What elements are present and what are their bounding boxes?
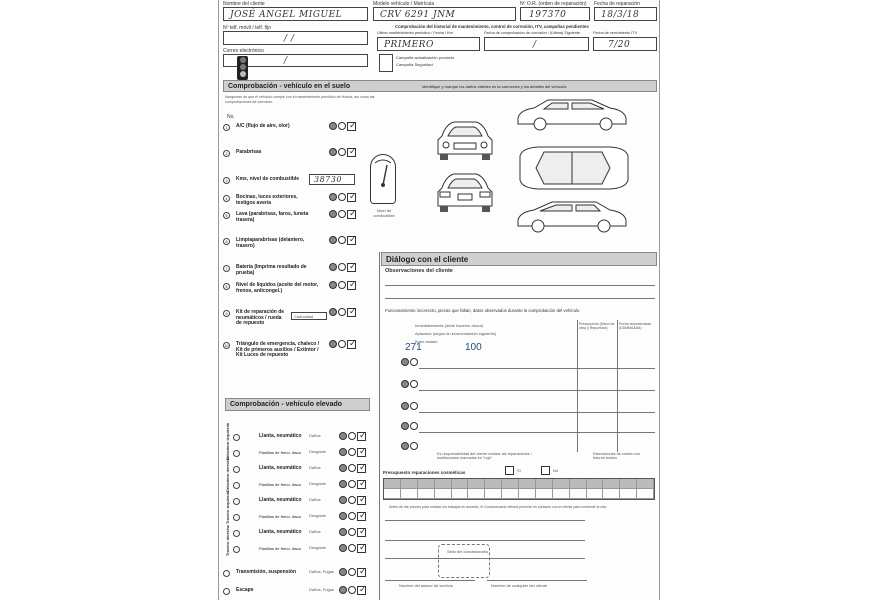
raised-title: Comprobación - vehículo elevado bbox=[230, 401, 343, 408]
row-number bbox=[233, 434, 240, 441]
suspension-label: Transmisión, suspensión bbox=[236, 569, 297, 575]
row-number: 6 bbox=[223, 238, 230, 245]
row-number: 3 bbox=[223, 177, 230, 184]
date-label: Fecha de reparación bbox=[594, 1, 640, 7]
itv-label: Fecha de vencimiento ITV bbox=[593, 31, 638, 35]
car-front-icon bbox=[434, 118, 496, 163]
row-number: 2 bbox=[223, 150, 230, 157]
email-value: / bbox=[284, 56, 288, 66]
itv-value: 7/20 bbox=[608, 40, 631, 50]
status-selector[interactable]: ✓ bbox=[329, 210, 356, 219]
client-field[interactable] bbox=[223, 7, 368, 21]
brake-label: Pastillas de freno, disco bbox=[259, 450, 302, 455]
observation-line[interactable] bbox=[385, 285, 655, 286]
finding-line[interactable] bbox=[419, 368, 655, 369]
leaks-label: Daños, Fugas bbox=[309, 587, 334, 592]
car-rear-icon bbox=[434, 170, 496, 215]
damage-label: Daños bbox=[309, 433, 321, 438]
maint-title: Comprobación del historial de mantenimiento, control de corrosión, ITV, campañas pendientes bbox=[395, 24, 589, 29]
row-number bbox=[223, 588, 230, 595]
status-selector[interactable] bbox=[401, 402, 418, 410]
campaign-icon bbox=[379, 54, 393, 72]
no-checkbox[interactable] bbox=[541, 466, 550, 475]
signature-line[interactable] bbox=[385, 540, 585, 541]
traffic-light-icon bbox=[237, 56, 248, 80]
model-value: CRV 6291 JNM bbox=[380, 10, 456, 20]
km-field[interactable] bbox=[309, 174, 355, 185]
corrosion-field[interactable] bbox=[484, 37, 589, 51]
model-field[interactable] bbox=[373, 7, 516, 21]
row-label: Lava (parabrisas, faros, luneta trasera) bbox=[236, 211, 309, 223]
ground-row-5 bbox=[223, 210, 373, 224]
finding-row bbox=[401, 422, 418, 430]
car-left-side-icon bbox=[514, 96, 630, 132]
exhaust-label: Escape bbox=[236, 587, 254, 593]
maint-next-field[interactable] bbox=[377, 37, 480, 51]
stamp-label: Sello del concesionario bbox=[447, 549, 489, 554]
row-number bbox=[233, 466, 240, 473]
cosmetic-label: Presupuesto reparaciones cosméticas bbox=[383, 470, 466, 475]
client-label: Nombre del cliente bbox=[223, 1, 265, 7]
raised-row bbox=[233, 432, 383, 446]
legend-3: Buen estado bbox=[415, 339, 438, 344]
finding-row bbox=[401, 358, 418, 366]
group-rear-right: Trasero derecho bbox=[225, 524, 230, 556]
ground-row-6 bbox=[223, 236, 373, 250]
finding-row bbox=[401, 380, 418, 388]
row-number bbox=[233, 514, 240, 521]
group-rear-left: Trasero izquierdo bbox=[225, 490, 230, 524]
row-number: 5 bbox=[223, 212, 230, 219]
fuel-gauge-needle bbox=[371, 155, 395, 201]
ground-section-header bbox=[223, 80, 657, 92]
observations-label: Observaciones del cliente bbox=[385, 268, 453, 274]
email-label: Correo electrónico bbox=[223, 48, 264, 54]
row-number bbox=[233, 482, 240, 489]
row-label: Parabrisas bbox=[236, 149, 262, 155]
raised-row-exhaust bbox=[223, 586, 373, 600]
col-budget: Presupuesto (Mano de obra y Repuestos) bbox=[579, 322, 615, 330]
responsibility-text: Es responsabilidad del cliente realizar las reparaciones / sustituciones marcadas en "rojo" bbox=[437, 452, 532, 460]
advisor-sign-line[interactable] bbox=[385, 580, 475, 581]
row-label: Kit de reparación de neumáticos / rueda de repuesto bbox=[236, 309, 285, 326]
observation-line[interactable] bbox=[385, 298, 655, 299]
col-date: Fecha recomendada (DDMMAAAA) bbox=[619, 322, 652, 330]
client-sign-line[interactable] bbox=[487, 580, 587, 581]
row-number bbox=[223, 570, 230, 577]
brake-label: Pastillas de freno, disco bbox=[259, 546, 302, 551]
status-selector[interactable]: ✓ bbox=[329, 308, 356, 317]
caducidad-field-1[interactable] bbox=[291, 312, 327, 320]
status-selector[interactable]: ✓ bbox=[339, 528, 366, 537]
wear-label: Desgaste bbox=[309, 449, 326, 454]
phone-label: Nº telf. móvil / telf. fijo bbox=[223, 25, 271, 31]
damage-label: Daños bbox=[309, 529, 321, 534]
car-right-side-icon bbox=[514, 198, 630, 234]
ground-row-2 bbox=[223, 148, 373, 162]
order-field[interactable] bbox=[520, 7, 590, 21]
ground-intro: Asegúrese de que el vehículo cumple con el mantenimiento periódico de Honda, así como las comprobaciones de corrosión. bbox=[225, 95, 375, 104]
legend-1: Inmediatamente (debe hacerse ahora) bbox=[415, 323, 484, 328]
status-selector[interactable] bbox=[401, 358, 418, 366]
status-selector[interactable]: ✓ bbox=[339, 568, 366, 577]
ground-row-4 bbox=[223, 193, 373, 207]
wear-label: Desgaste bbox=[309, 545, 326, 550]
damage-note: Identifique y marque los daños visibles en la carrocería y los detalles del vehículo. bbox=[422, 84, 568, 89]
campaign-2: Campaña Seguridad bbox=[396, 62, 433, 67]
column-divider bbox=[379, 252, 380, 600]
caducidad-label: Caducidad bbox=[294, 314, 314, 319]
annotation-2: 100 bbox=[465, 342, 482, 353]
raised-row bbox=[233, 448, 383, 462]
row-number: 4 bbox=[223, 195, 230, 202]
phone-field[interactable] bbox=[223, 31, 368, 45]
yes-label: Sí bbox=[517, 468, 521, 473]
row-number bbox=[233, 530, 240, 537]
row-label: A/C (flujo de aire, olor) bbox=[236, 123, 290, 129]
yes-checkbox[interactable] bbox=[505, 466, 514, 475]
leaks-label: Daños, Fugas bbox=[309, 569, 334, 574]
brake-label: Pastillas de freno, disco bbox=[259, 514, 302, 519]
legend-2: Aplazado (según la recomendación siguiente) bbox=[415, 331, 497, 336]
no-label: No. bbox=[227, 114, 235, 120]
fuel-level-label: Nivel de combustible bbox=[373, 208, 395, 218]
model-label: Modelo vehículo / Matrícula bbox=[373, 1, 435, 7]
consent-text: Antes de dar precios para realizar los trabajos en amarillo, el Concesionario deberá ponerse en contacto con el cliente para consentir la cita. bbox=[389, 505, 607, 509]
status-selector[interactable]: ✓ bbox=[339, 544, 366, 553]
order-value: 197370 bbox=[529, 10, 567, 20]
row-label: Batería (Imprima resultado de prueba) bbox=[236, 264, 307, 276]
km-value: 38730 bbox=[314, 175, 342, 184]
signature-line[interactable] bbox=[385, 520, 585, 521]
campaign-1: Campaña actualización producto bbox=[396, 55, 455, 60]
status-selector[interactable]: ✓ bbox=[339, 586, 366, 595]
date-value: 18/3/18 bbox=[601, 10, 640, 20]
advisor-label: Nombre del asesor de servicio bbox=[399, 583, 454, 588]
row-number: 10 bbox=[224, 344, 229, 348]
ground-row-3 bbox=[223, 175, 373, 189]
status-selector[interactable]: ✓ bbox=[329, 340, 356, 349]
no-label: No bbox=[553, 468, 559, 473]
status-selector[interactable]: ✓ bbox=[329, 148, 356, 157]
ground-row-9 bbox=[223, 308, 373, 338]
raised-row bbox=[233, 544, 383, 558]
row-label: Nivel de líquidos (aceite del motor, frenos, anticongel.) bbox=[236, 282, 319, 294]
estimate-label: Estimaciones de costes con futuros fondos bbox=[593, 452, 641, 460]
maint-next-value: PRIMERO bbox=[384, 40, 434, 50]
raised-section-header bbox=[225, 398, 370, 411]
tire-label: Llanta, neumático bbox=[259, 529, 302, 535]
malfunction-label: Funcionamiento incorrecto, piezas que faltan, datos observados durante la comprobación del vehículo bbox=[385, 308, 580, 313]
ground-row-8 bbox=[223, 281, 373, 295]
tire-label: Llanta, neumático bbox=[259, 465, 302, 471]
dialog-section-header bbox=[381, 252, 657, 266]
raised-row bbox=[233, 512, 383, 526]
finding-line[interactable] bbox=[419, 390, 655, 391]
damage-label: Daños bbox=[309, 497, 321, 502]
corrosion-label: Fecha de comprobación de corrosión / (Última) Siguiente bbox=[484, 31, 581, 35]
brake-label: Pastillas de freno, disco bbox=[259, 482, 302, 487]
ground-title: Comprobación - vehículo en el suelo bbox=[228, 83, 351, 90]
row-number: 7 bbox=[223, 265, 230, 272]
damage-label: Daños bbox=[309, 465, 321, 470]
status-selector[interactable] bbox=[401, 442, 418, 450]
row-label: Bocinas, luces exteriores, testigos avería bbox=[236, 194, 298, 206]
row-label: Triángulo de emergencia, chaleco / Kit de primeros auxilios / Extintor / Kit Luces de repuesto bbox=[236, 341, 320, 358]
ground-row-10 bbox=[223, 340, 373, 380]
raised-row bbox=[233, 480, 383, 494]
raised-row bbox=[233, 464, 383, 478]
status-selector[interactable]: ✓ bbox=[339, 480, 366, 489]
client-value: JOSÉ ANGEL MIGUEL bbox=[230, 10, 343, 20]
date-field[interactable] bbox=[594, 7, 657, 21]
raised-row bbox=[233, 528, 383, 542]
finding-row bbox=[401, 442, 418, 450]
tire-label: Llanta, neumático bbox=[259, 433, 302, 439]
status-selector[interactable]: ✓ bbox=[339, 432, 366, 441]
finding-line[interactable] bbox=[419, 412, 655, 413]
ground-row-1 bbox=[223, 122, 373, 136]
corrosion-value: / bbox=[533, 40, 537, 50]
status-selector[interactable]: ✓ bbox=[339, 512, 366, 521]
row-number bbox=[233, 450, 240, 457]
fuel-gauge-icon bbox=[370, 154, 396, 204]
raised-row bbox=[233, 496, 383, 510]
row-number: 8 bbox=[223, 283, 230, 290]
status-selector[interactable]: ✓ bbox=[329, 281, 356, 290]
annotation-1: 271 bbox=[405, 342, 422, 353]
row-number bbox=[233, 498, 240, 505]
row-label: Kms, nivel de combustible bbox=[236, 176, 300, 182]
order-label: Nº O.R. (orden de reparación) bbox=[520, 1, 587, 7]
status-selector[interactable]: ✓ bbox=[329, 122, 356, 131]
row-label: Limpiaparabrisas (delantero, trasero) bbox=[236, 237, 305, 249]
status-selector[interactable]: ✓ bbox=[339, 496, 366, 505]
client-sign-label: Nombre de cualquier del cliente bbox=[491, 583, 548, 588]
status-selector[interactable]: ✓ bbox=[339, 464, 366, 473]
ground-row-7 bbox=[223, 263, 373, 277]
group-front-right: Delantero derecho bbox=[225, 456, 230, 492]
row-number: 1 bbox=[223, 124, 230, 131]
status-selector[interactable]: ✓ bbox=[339, 448, 366, 457]
status-selector[interactable] bbox=[401, 380, 418, 388]
status-selector[interactable]: ✓ bbox=[329, 193, 356, 202]
status-selector[interactable]: ✓ bbox=[329, 236, 356, 245]
row-number: 9 bbox=[223, 310, 230, 317]
row-number bbox=[233, 546, 240, 553]
status-selector[interactable]: ✓ bbox=[329, 263, 356, 272]
dialog-title: Diálogo con el cliente bbox=[386, 255, 469, 264]
status-selector[interactable] bbox=[401, 422, 418, 430]
car-top-icon bbox=[514, 142, 634, 194]
tire-label: Llanta, neumático bbox=[259, 497, 302, 503]
finding-line[interactable] bbox=[419, 432, 655, 433]
wear-label: Desgaste bbox=[309, 481, 326, 486]
dealer-stamp-box[interactable] bbox=[438, 544, 490, 578]
wear-label: Desgaste bbox=[309, 513, 326, 518]
maint-next-label: Último mantenimiento periódico / Fecha / Km bbox=[377, 31, 453, 35]
itv-field[interactable] bbox=[593, 37, 657, 51]
phone-value: / / bbox=[284, 34, 295, 44]
group-front-left: Delantero izquierdo bbox=[225, 422, 230, 460]
raised-row-suspension bbox=[223, 568, 373, 582]
cosmetic-grid[interactable] bbox=[383, 478, 655, 500]
finding-row bbox=[401, 402, 418, 410]
inspection-form bbox=[218, 0, 660, 600]
